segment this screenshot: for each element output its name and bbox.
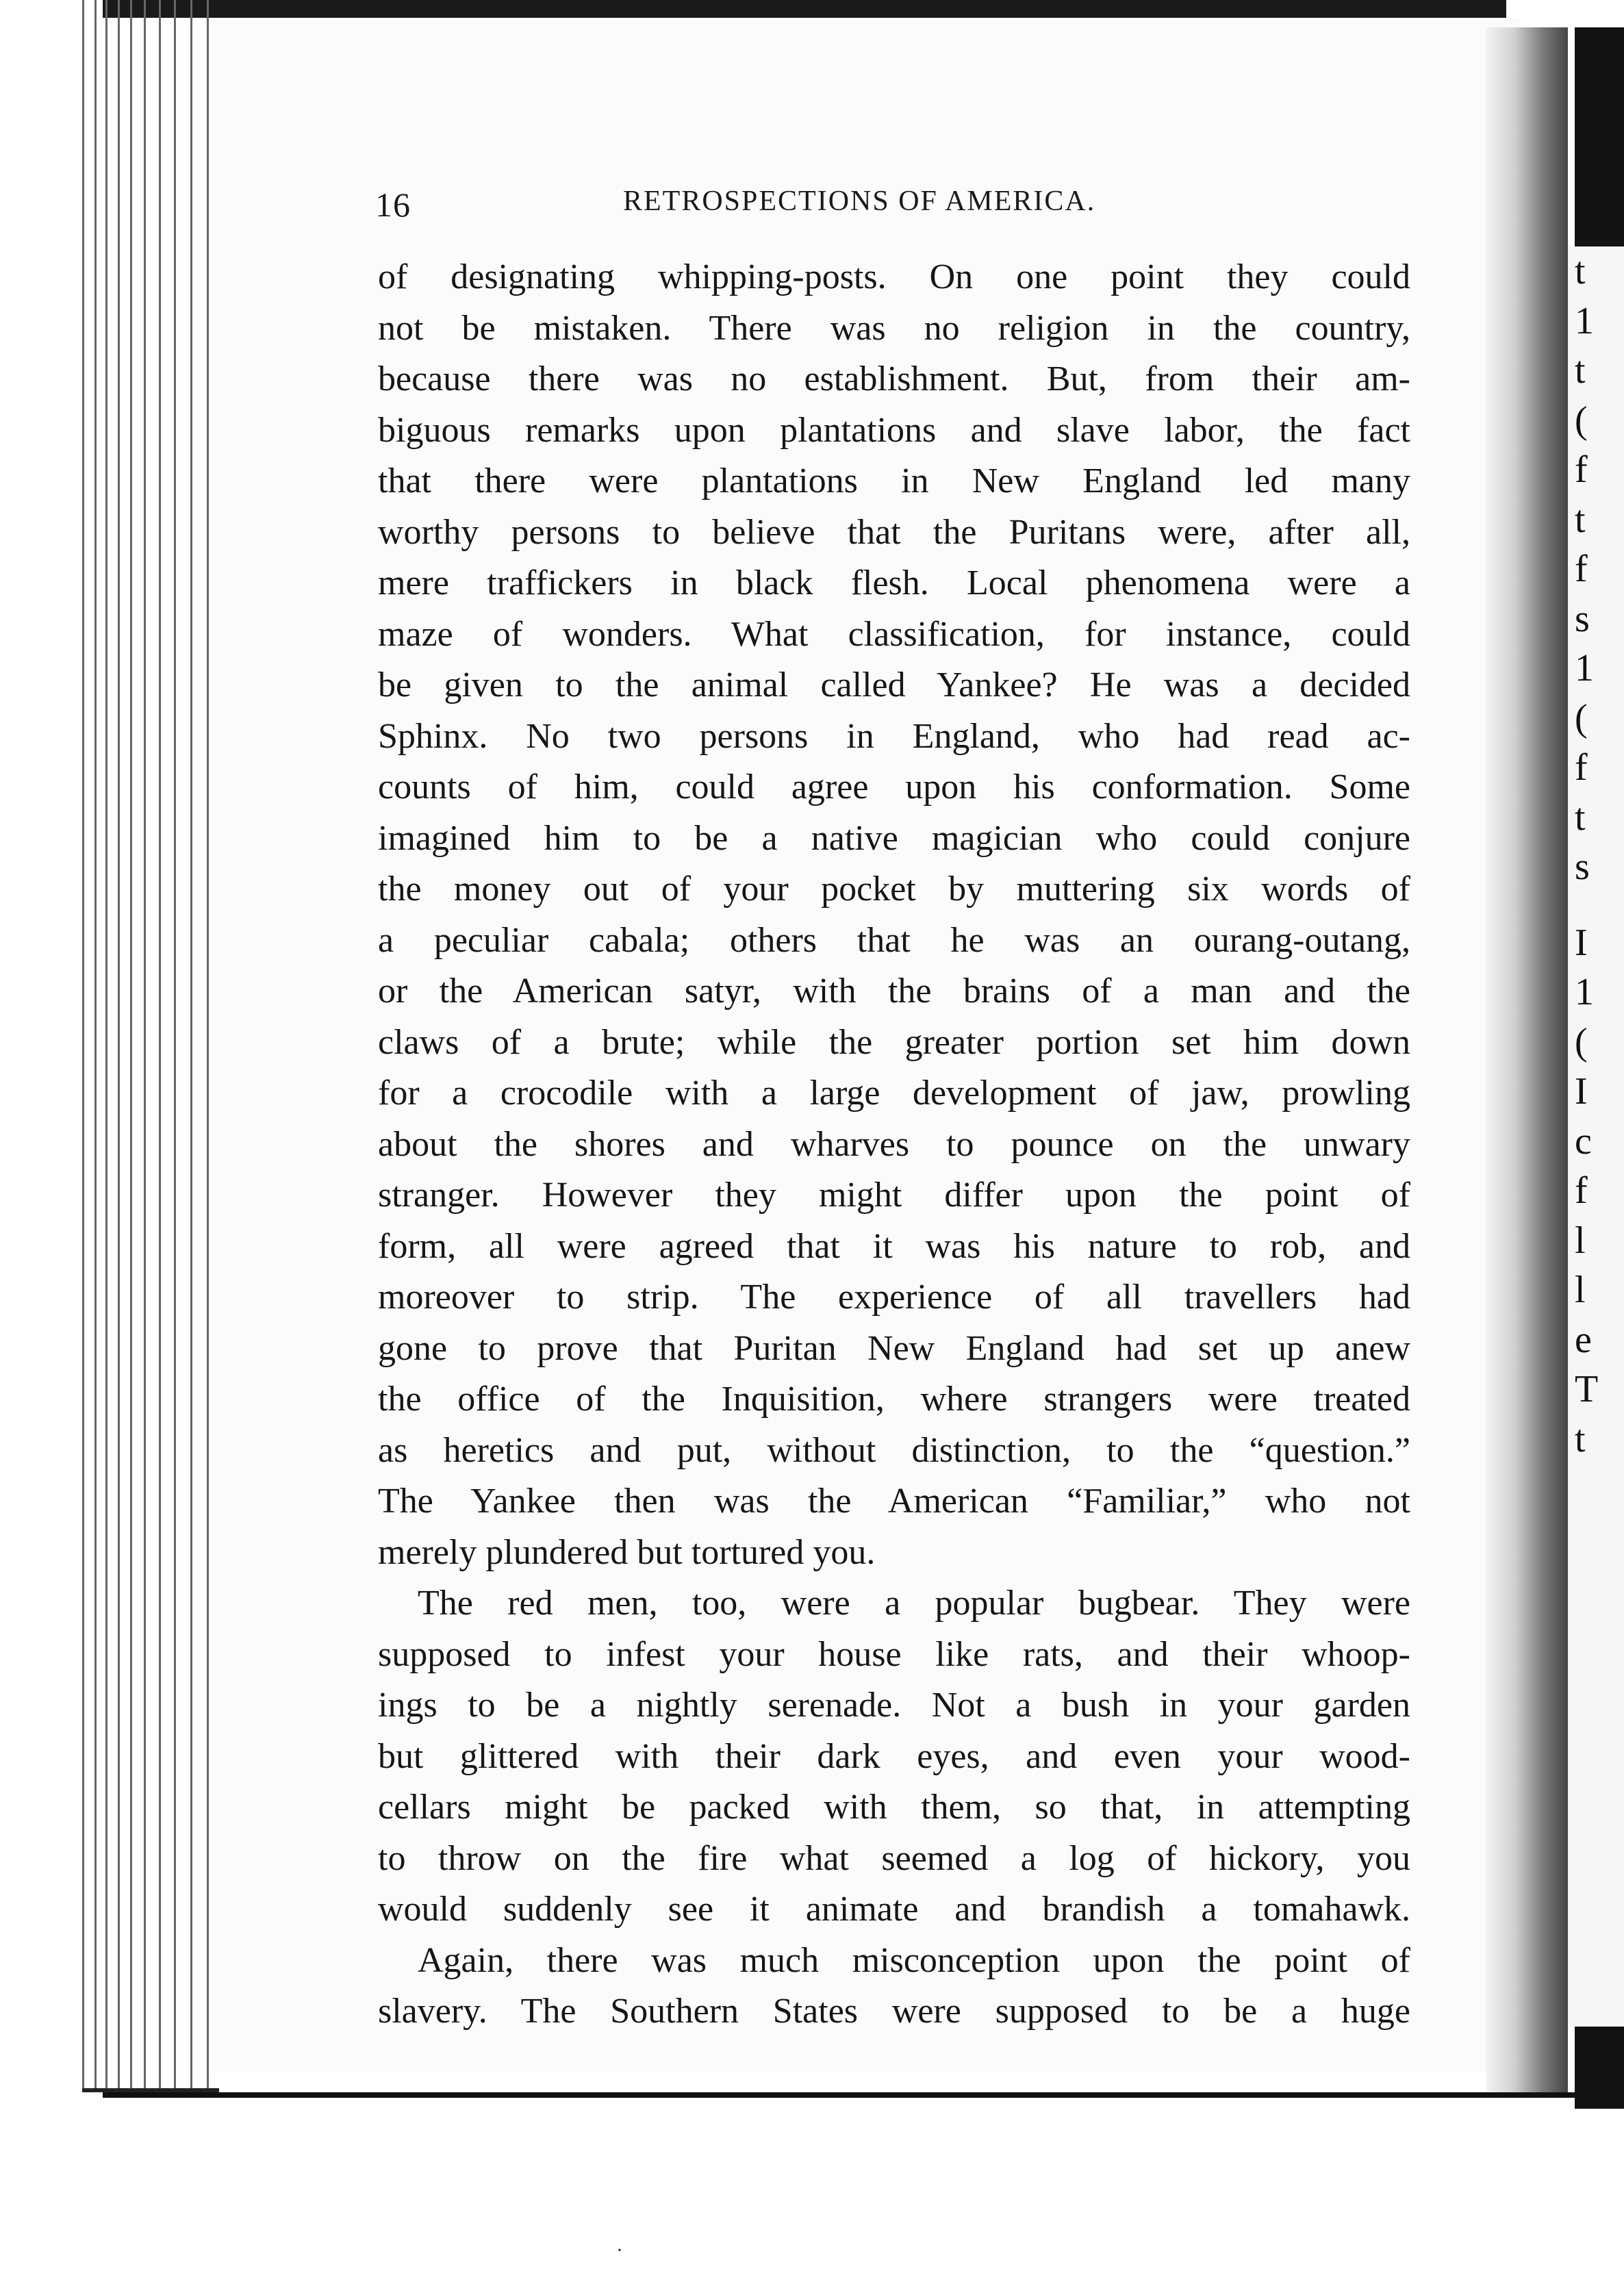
text-line: form, all were agreed that it was his nature to rob, and [378, 1226, 1410, 1266]
fragment: ( [1575, 1020, 1588, 1063]
fragment: l [1575, 1269, 1586, 1311]
book-bottom-edge [103, 2092, 1624, 2098]
fragment: 1 [1575, 647, 1594, 689]
fragment: l [1575, 1219, 1586, 1262]
text-line: would suddenly see it animate and brandish a tomahawk. [378, 1890, 1410, 1929]
fragment: I [1575, 1070, 1588, 1113]
fragment: s [1575, 846, 1590, 888]
fragment: f [1575, 548, 1588, 590]
text-line: The Yankee then was the American “Familiar,” who not [378, 1482, 1410, 1521]
page-number: 16 [375, 186, 411, 224]
fragment: f [1575, 1169, 1588, 1212]
fragment: f [1575, 448, 1588, 491]
text-line: but glittered with their dark eyes, and even your wood- [378, 1736, 1410, 1776]
fragment: s [1575, 597, 1590, 640]
book-top-edge [103, 0, 1506, 18]
scan-speck: · [616, 2239, 623, 2261]
text-line: slavery. The Southern States were supposed to be a huge [378, 1992, 1410, 2031]
text-line: because there was no establishment. But, from their am- [378, 359, 1410, 398]
text-line: the money out of your pocket by muttering six words of [378, 870, 1410, 909]
fragment: t [1575, 796, 1586, 839]
text-line: imagined him to be a native magician who could conjure [378, 818, 1410, 858]
text-line: Again, there was much misconception upon the point of [418, 1940, 1410, 1980]
text-line: biguous remarks upon plantations and slave labor, the fact [378, 410, 1410, 450]
fragment: t [1575, 349, 1586, 392]
running-title: RETROSPECTIONS OF AMERICA. [623, 186, 1096, 217]
text-line: ings to be a nightly serenade. Not a bush in your garden [378, 1686, 1410, 1725]
text-line: or the American satyr, with the brains of a man and the [378, 972, 1410, 1011]
text-line: worthy persons to believe that the Puritans were, after all, [378, 512, 1410, 552]
fragment: e [1575, 1318, 1592, 1361]
text-line: moreover to strip. The experience of all travellers had [378, 1278, 1410, 1317]
text-line: about the shores and wharves to pounce on the unwary [378, 1124, 1410, 1164]
text-line: claws of a brute; while the greater portion set him down [378, 1022, 1410, 1062]
fragment: t [1575, 498, 1586, 541]
text-line: be given to the animal called Yankee? He was a decided [378, 665, 1410, 705]
fragment: ( [1575, 398, 1588, 442]
fragment: t [1575, 250, 1586, 292]
text-line: The red men, too, were a popular bugbear. They were [418, 1584, 1410, 1623]
text-line: counts of him, could agree upon his conformation. Some [378, 767, 1410, 807]
fragment: I [1575, 921, 1588, 964]
text-line: not be mistaken. There was no religion in the country, [378, 308, 1410, 348]
text-line: Sphinx. No two persons in England, who had read ac- [378, 716, 1410, 756]
text-line: gone to prove that Puritan New England had set up anew [378, 1328, 1410, 1368]
fragment: f [1575, 746, 1588, 789]
text-line: supposed to infest your house like rats, and their whoop- [378, 1634, 1410, 1674]
text-line: merely plundered but tortured you. [378, 1532, 876, 1572]
fragment: ( [1575, 696, 1588, 739]
fragment: 1 [1575, 971, 1594, 1013]
page-edges-bottom [82, 2027, 219, 2092]
fragment: c [1575, 1119, 1592, 1163]
text-line: for a crocodile with a large development of jaw, prowling [378, 1074, 1410, 1113]
text-line: cellars might be packed with them, so that, in attempting [378, 1788, 1410, 1827]
text-line: as heretics and put, without distinction, to the “question.” [378, 1430, 1410, 1470]
stacked-page-edges [82, 0, 212, 2284]
text-line: the office of the Inquisition, where strangers were treated [378, 1380, 1410, 1419]
text-line: stranger. However they might differ upon the point of [378, 1176, 1410, 1215]
body-text [378, 252, 1410, 2038]
text-line: mere traffickers in black flesh. Local phenomena were a [378, 563, 1410, 602]
text-line: a peculiar cabala; others that he was an ourang-outang, [378, 920, 1410, 960]
fragment: t [1575, 1417, 1586, 1460]
text-line: of designating whipping-posts. On one point they could [378, 257, 1410, 296]
facing-page-fragments [1575, 246, 1624, 1464]
fragment: 1 [1575, 299, 1594, 342]
running-head [375, 185, 1402, 226]
text-line: that there were plantations in New England led many [378, 461, 1410, 500]
text-line: to throw on the fire what seemed a log of hickory, you [378, 1838, 1410, 1878]
text-line: maze of wonders. What classification, for instance, could [378, 614, 1410, 654]
gutter-shadow [1486, 27, 1568, 2095]
fragment: T [1575, 1368, 1599, 1410]
